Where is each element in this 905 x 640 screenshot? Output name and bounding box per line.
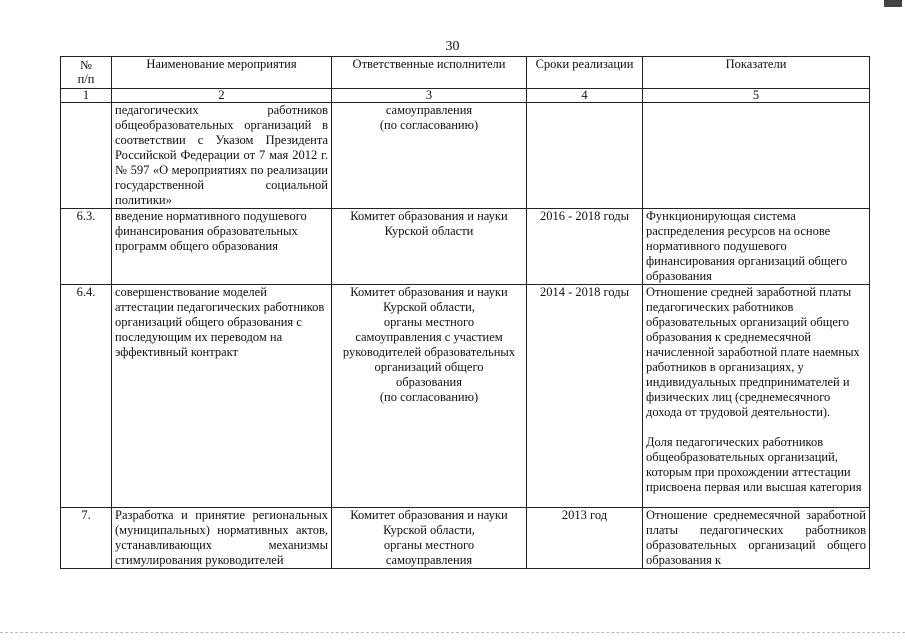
row-indicators: [643, 103, 870, 209]
page-number: 30: [445, 39, 460, 54]
row-event: Разработка и принятие региональных (муниципальных) нормативных актов, устанавливающих механизмы стимулирования руководителей: [112, 508, 332, 569]
scan-artifact-line: [0, 632, 905, 633]
row-responsible: [332, 103, 527, 209]
responsible-line: органы местного: [383, 315, 475, 329]
responsible-line: образования: [396, 375, 462, 389]
header-num-line1: №: [80, 58, 92, 72]
table-header-row: [61, 57, 870, 89]
responsible-line: Курской области,: [383, 300, 475, 314]
responsible-line: Комитет образования и науки: [350, 285, 508, 299]
row-indicators: Функционирующая система распределения ресурсов на основе нормативного подушевого финансирования организаций общего образования: [643, 209, 870, 285]
table-row: [61, 285, 870, 508]
row-event: совершенствование моделей аттестации педагогических работников организаций общего образования с последующим их переводом на эффективный контракт: [112, 285, 332, 508]
responsible-line: самоуправления: [385, 103, 473, 117]
row-responsible: [332, 209, 527, 285]
responsible-line: Комитет образования и науки: [350, 209, 508, 223]
paragraph-spacer: [646, 420, 866, 435]
header-timing: Сроки реализации: [527, 57, 643, 89]
row-num: 7.: [61, 508, 112, 569]
responsible-line: самоуправления: [385, 553, 473, 567]
column-number: 3: [332, 89, 527, 103]
row-num: 6.3.: [61, 209, 112, 285]
column-number: 2: [112, 89, 332, 103]
responsible-line: Курской области: [384, 224, 474, 238]
row-timing: [527, 103, 643, 209]
row-event: педагогических работников общеобразовательных организаций в соответствии с Указом Президента Российской Федерации от 7 мая 2012 г. № 597 «О мероприятиях по реализации государственной социальной политики»: [112, 103, 332, 209]
row-timing: 2013 год: [527, 508, 643, 569]
responsible-line: самоуправления с участием: [355, 330, 503, 344]
header-num: [61, 57, 112, 89]
responsible-line: организаций общего: [374, 360, 484, 374]
row-timing: 2016 - 2018 годы: [527, 209, 643, 285]
row-indicators: Отношение среднемесячной заработной платы педагогических работников образовательных организаций общего образования к: [643, 508, 870, 569]
header-responsible: Ответственные исполнители: [332, 57, 527, 89]
column-number-row: [61, 89, 870, 103]
row-timing: 2014 - 2018 годы: [527, 285, 643, 508]
column-number: 5: [643, 89, 870, 103]
table-row: [61, 103, 870, 209]
row-num: [61, 103, 112, 209]
header-event: Наименование мероприятия: [112, 57, 332, 89]
responsible-line: (по согласованию): [379, 118, 479, 132]
indicator-paragraph: Отношение средней заработной платы педагогических работников образовательных организаций общего образования к среднемесячной начисленной заработной плате наемных работников в организациях, у индивидуальных предпринимателей и физических лиц (среднемесячного дохода от трудовой деятельности).: [646, 285, 860, 419]
row-num: 6.4.: [61, 285, 112, 508]
column-number: 4: [527, 89, 643, 103]
column-number: 1: [61, 89, 112, 103]
row-event: введение нормативного подушевого финансирования образовательных программ общего образования: [112, 209, 332, 285]
responsible-line: органы местного: [383, 538, 475, 552]
header-num-line2: п/п: [77, 72, 95, 86]
header-indicators: Показатели: [643, 57, 870, 89]
table-row: [61, 209, 870, 285]
responsible-line: Курской области,: [383, 523, 475, 537]
responsible-line: руководителей образовательных: [342, 345, 516, 359]
responsible-line: Комитет образования и науки: [350, 508, 508, 522]
row-responsible: [332, 285, 527, 508]
indicator-paragraph: Доля педагогических работников общеобразовательных организаций, которым при прохождении аттестации присвоена первая или высшая категория: [646, 435, 862, 494]
row-indicators: [643, 285, 870, 508]
responsible-line: (по согласованию): [379, 390, 479, 404]
table-row: [61, 508, 870, 569]
row-responsible: [332, 508, 527, 569]
measures-table: [60, 56, 870, 569]
scan-corner-mark: [884, 0, 902, 7]
